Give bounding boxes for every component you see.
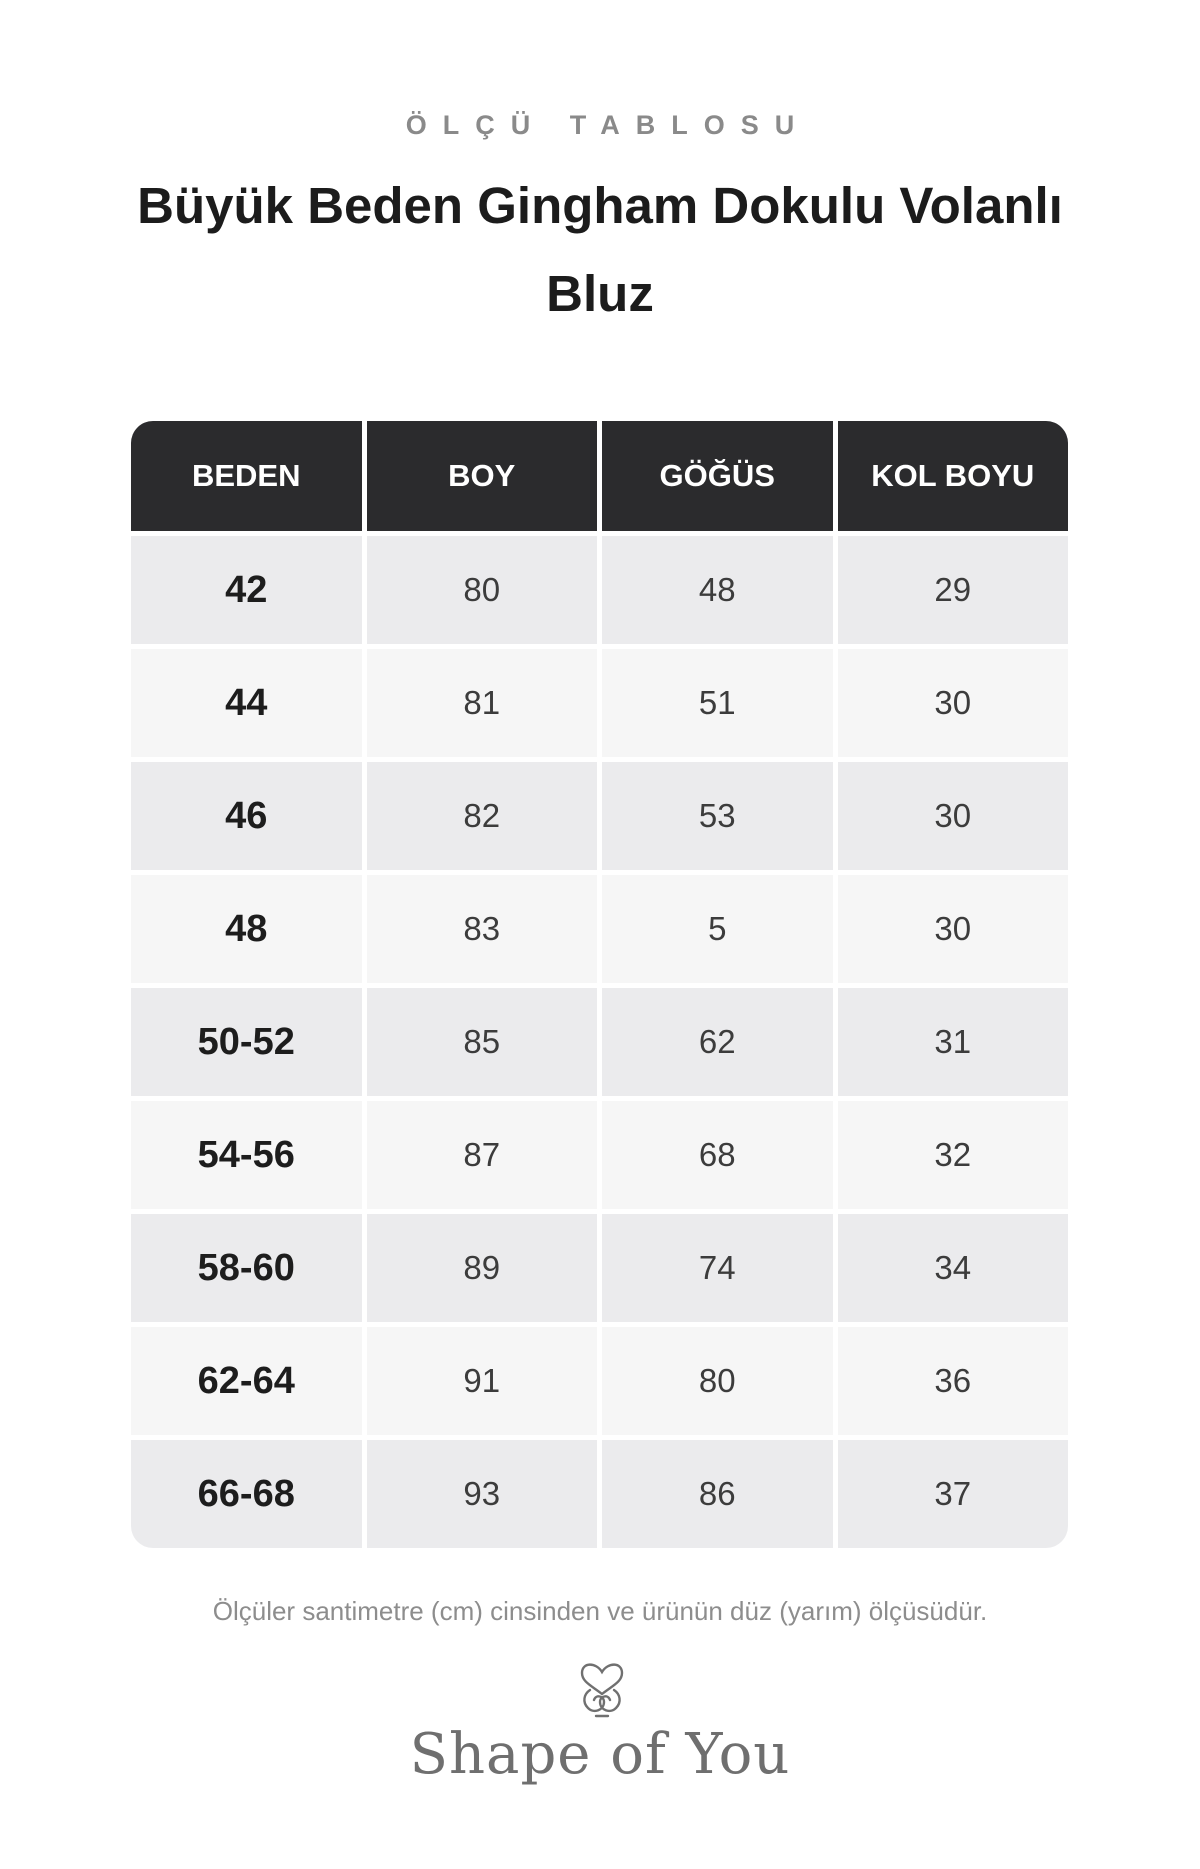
measurement-note: Ölçüler santimetre (cm) cinsinden ve ürünün düz (yarım) ölçüsüdür. (212, 1596, 988, 1626)
length-cell: 93 (367, 1440, 598, 1548)
column-header-beden: BEDEN (131, 421, 362, 531)
chest-cell: 48 (602, 536, 833, 644)
sleeve-cell: 32 (838, 1101, 1069, 1209)
column-header-boy: BOY (367, 421, 598, 531)
size-cell: 62-64 (131, 1327, 362, 1435)
table-row (131, 649, 1068, 757)
chest-cell: 86 (602, 1440, 833, 1548)
table-row (131, 1327, 1068, 1435)
chest-cell: 53 (602, 762, 833, 870)
length-cell: 83 (367, 875, 598, 983)
table-row (131, 1101, 1068, 1209)
table-row (131, 1214, 1068, 1322)
brand-wordmark: Shape of You (409, 1722, 791, 1787)
page-title: Büyük Beden Gingham Dokulu Volanlı Bluz (137, 177, 1063, 322)
size-cell: 58-60 (131, 1214, 362, 1322)
chest-cell: 68 (602, 1101, 833, 1209)
table-row (131, 875, 1068, 983)
size-cell: 42 (131, 536, 362, 644)
length-cell: 89 (367, 1214, 598, 1322)
chest-cell: 80 (602, 1327, 833, 1435)
size-cell: 46 (131, 762, 362, 870)
table-row (131, 762, 1068, 870)
length-cell: 82 (367, 762, 598, 870)
length-cell: 80 (367, 536, 598, 644)
size-cell: 50-52 (131, 988, 362, 1096)
sleeve-cell: 29 (838, 536, 1069, 644)
table-row (131, 536, 1068, 644)
length-cell: 81 (367, 649, 598, 757)
table-header-row (131, 421, 1068, 531)
sleeve-cell: 34 (838, 1214, 1069, 1322)
sleeve-cell: 31 (838, 988, 1069, 1096)
sleeve-cell: 30 (838, 875, 1069, 983)
sleeve-cell: 37 (838, 1440, 1069, 1548)
chest-cell: 51 (602, 649, 833, 757)
column-header-kol-boyu: KOL BOYU (838, 421, 1069, 531)
size-cell: 54-56 (131, 1101, 362, 1209)
chest-cell: 74 (602, 1214, 833, 1322)
table-row (131, 1440, 1068, 1548)
length-cell: 85 (367, 988, 598, 1096)
length-cell: 87 (367, 1101, 598, 1209)
heart-monogram-icon (570, 1658, 634, 1720)
size-cell: 66-68 (131, 1440, 362, 1548)
size-cell: 44 (131, 649, 362, 757)
column-header-gogus: GÖĞÜS (602, 421, 833, 531)
chest-cell: 5 (602, 875, 833, 983)
table-row (131, 988, 1068, 1096)
chest-cell: 62 (602, 988, 833, 1096)
sleeve-cell: 30 (838, 762, 1069, 870)
sleeve-cell: 30 (838, 649, 1069, 757)
length-cell: 91 (367, 1327, 598, 1435)
sleeve-cell: 36 (838, 1327, 1069, 1435)
size-chart-table (126, 416, 1073, 1553)
size-cell: 48 (131, 875, 362, 983)
page-eyebrow: ÖLÇÜ TABLOSU (405, 110, 811, 140)
